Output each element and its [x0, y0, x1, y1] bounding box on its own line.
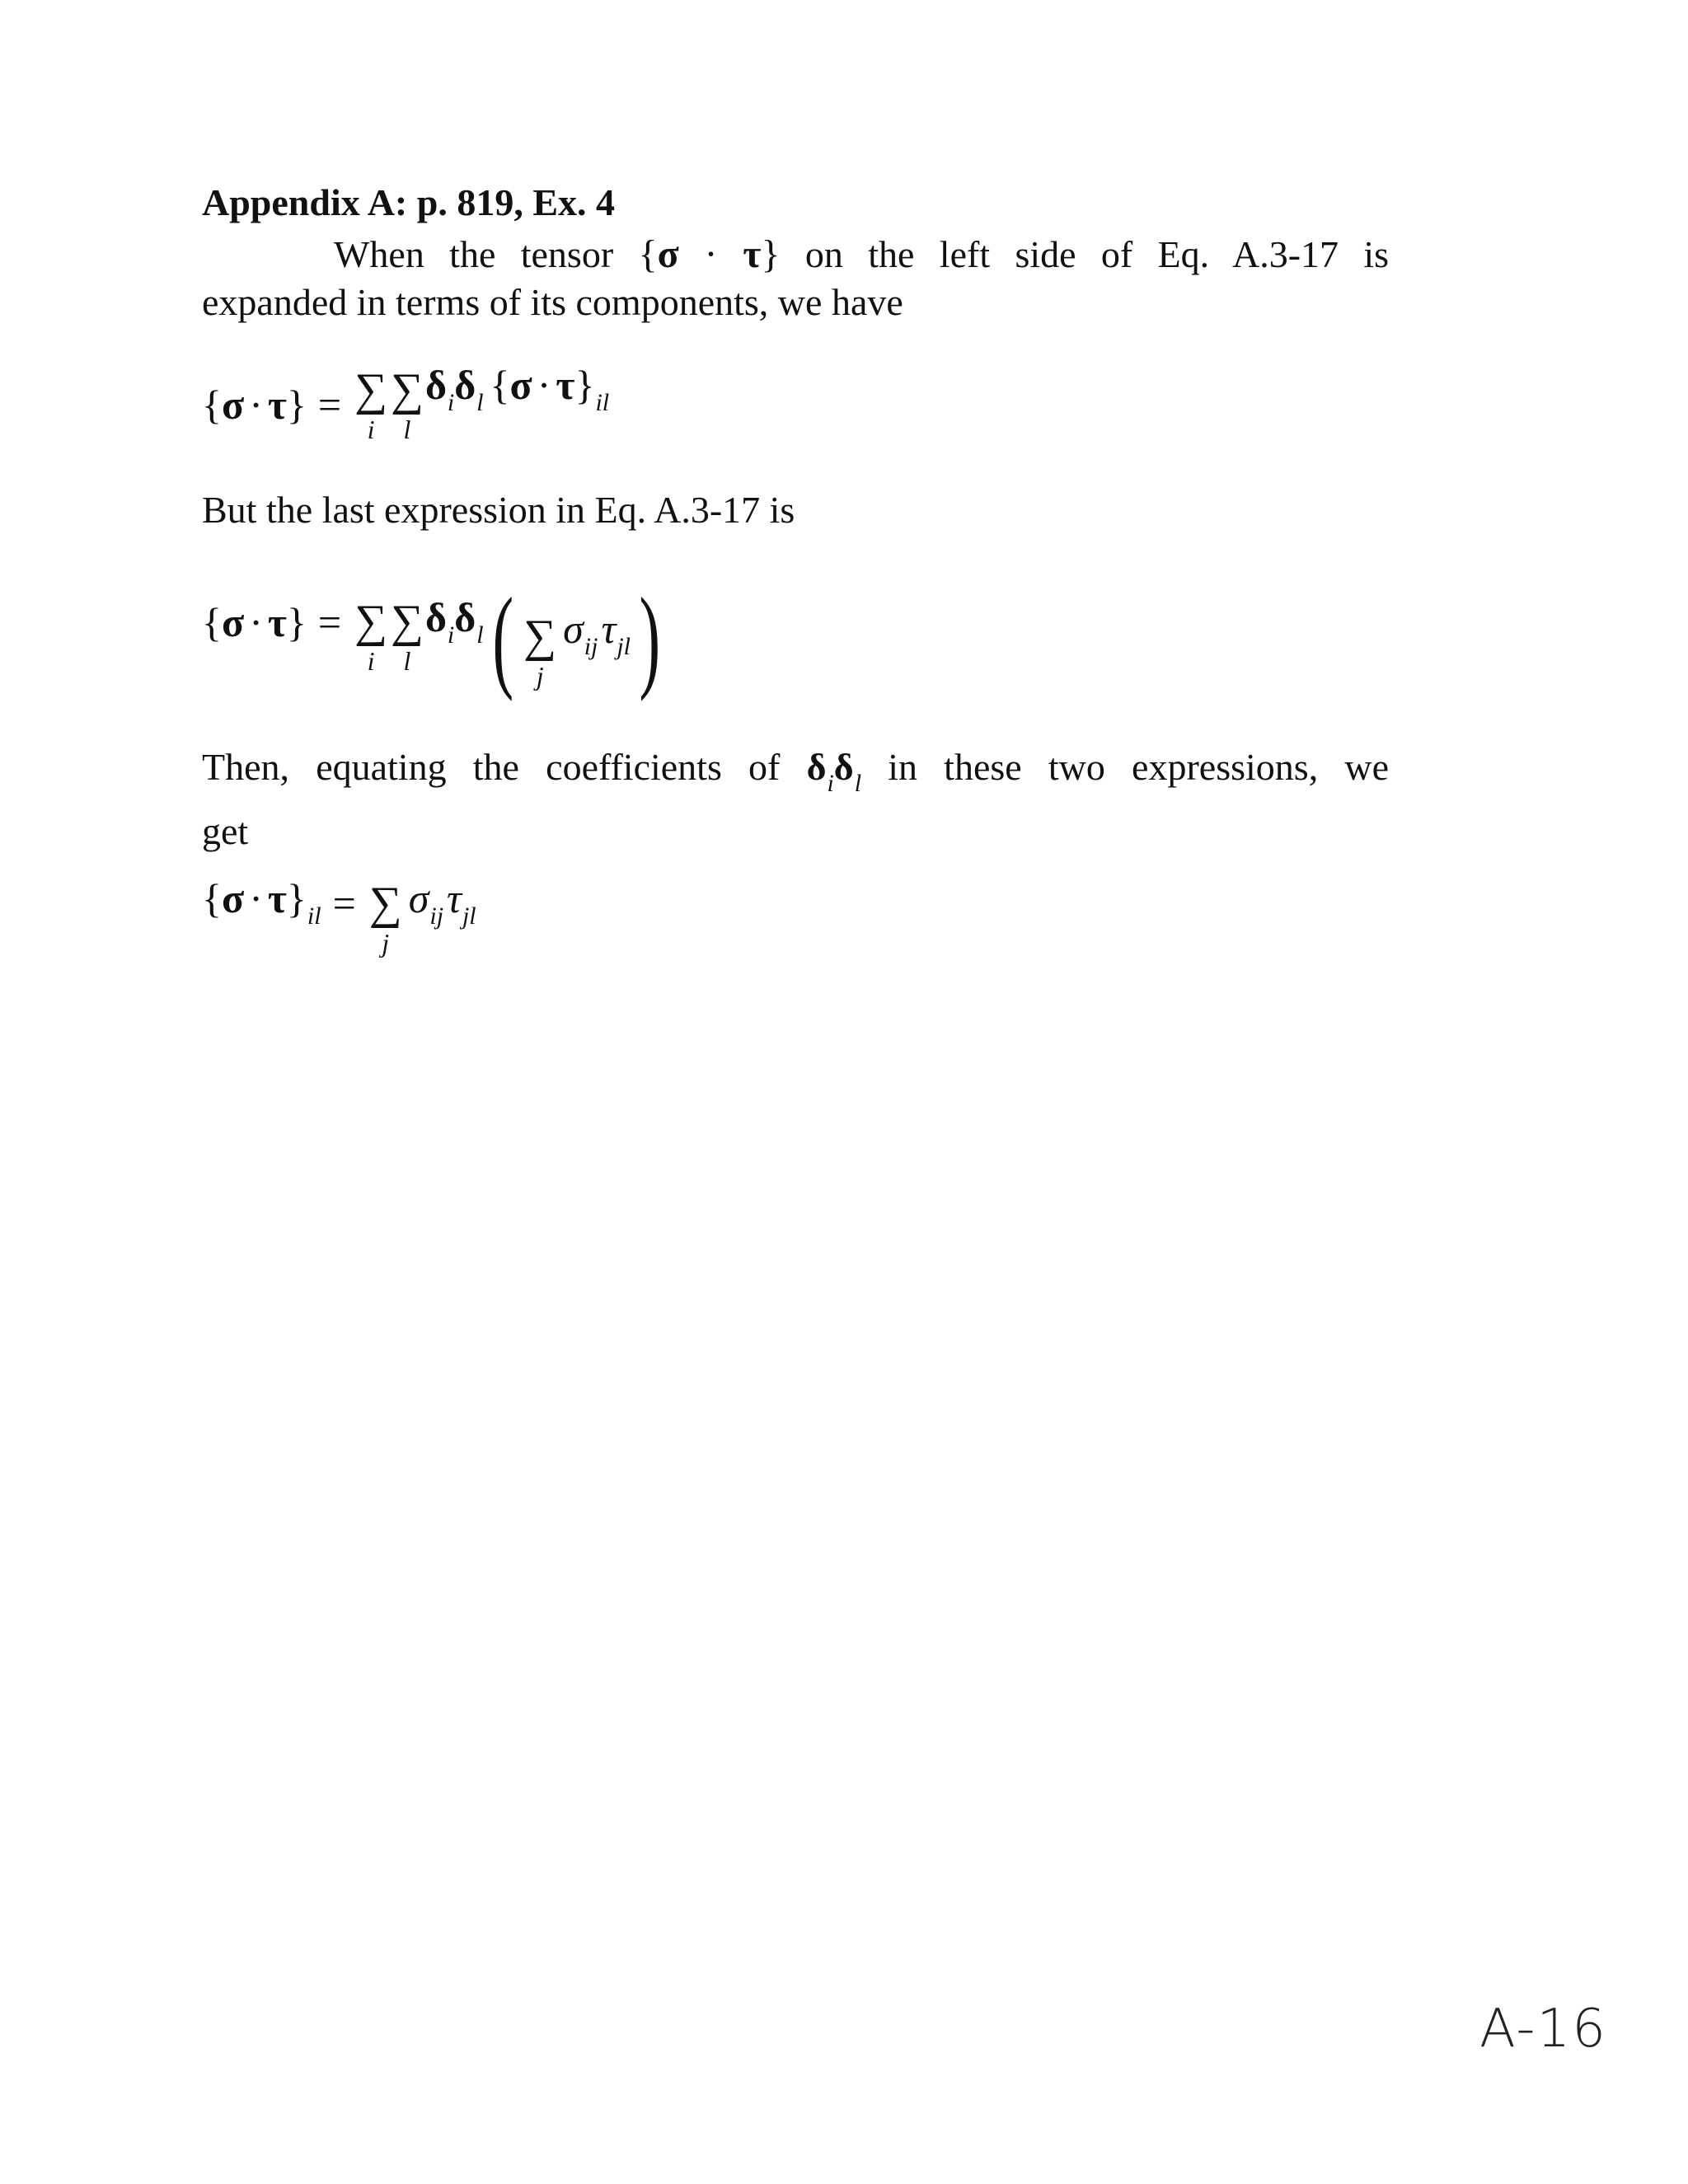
page-heading: Appendix A: p. 819, Ex. 4 [202, 181, 616, 223]
sum-over-i: ∑ i [354, 596, 388, 676]
equation-2: {σ · τ} = ∑ i ∑ l $\delta_i\delta_l$ ( ∑ j $\sigma_{ij}\tau_{jl}$ ) [202, 574, 661, 702]
right-paren: ) [639, 574, 661, 702]
sum-over-j: ∑ j [523, 611, 557, 691]
paragraph-1-line-1: When the tensor {σ · τ} on the left side of Eq. A.3-17 is [334, 232, 1390, 276]
paragraph-3 [202, 743, 1389, 855]
equation-1: { σ · τ } = ∑ i ∑ l $\delta_i\delta_l$ $\{\sigma \cdot \tau\}_{il}$ [202, 362, 610, 444]
left-paren: ( [492, 574, 513, 702]
equation-3: $\{\sigma \cdot \tau\}_{il}$ = ∑ j $\sigma_{ij}\tau_{jl}$ [202, 875, 476, 958]
sum-over-l: ∑ l [391, 364, 424, 444]
paragraph-3-line-1: Then, equating the coefficients of $\delta_i\delta_l$ in these two expressions, we [202, 746, 1390, 797]
sum-over-i: ∑ i [354, 364, 388, 444]
page-number: A-16 [1479, 1999, 1607, 2060]
inline-delta-product: $\delta_i\delta_l$ [806, 746, 862, 797]
sum-over-l: ∑ l [391, 596, 424, 676]
inline-tensor: {σ · τ} [638, 232, 781, 276]
paragraph-1-line-2: expanded in terms of its components, we have [202, 281, 903, 323]
paragraph-1 [202, 231, 1389, 326]
sum-over-j: ∑ j [368, 878, 402, 958]
paragraph-2: But the last expression in Eq. A.3-17 is [202, 489, 795, 531]
paragraph-3-line-2: get [202, 810, 249, 852]
